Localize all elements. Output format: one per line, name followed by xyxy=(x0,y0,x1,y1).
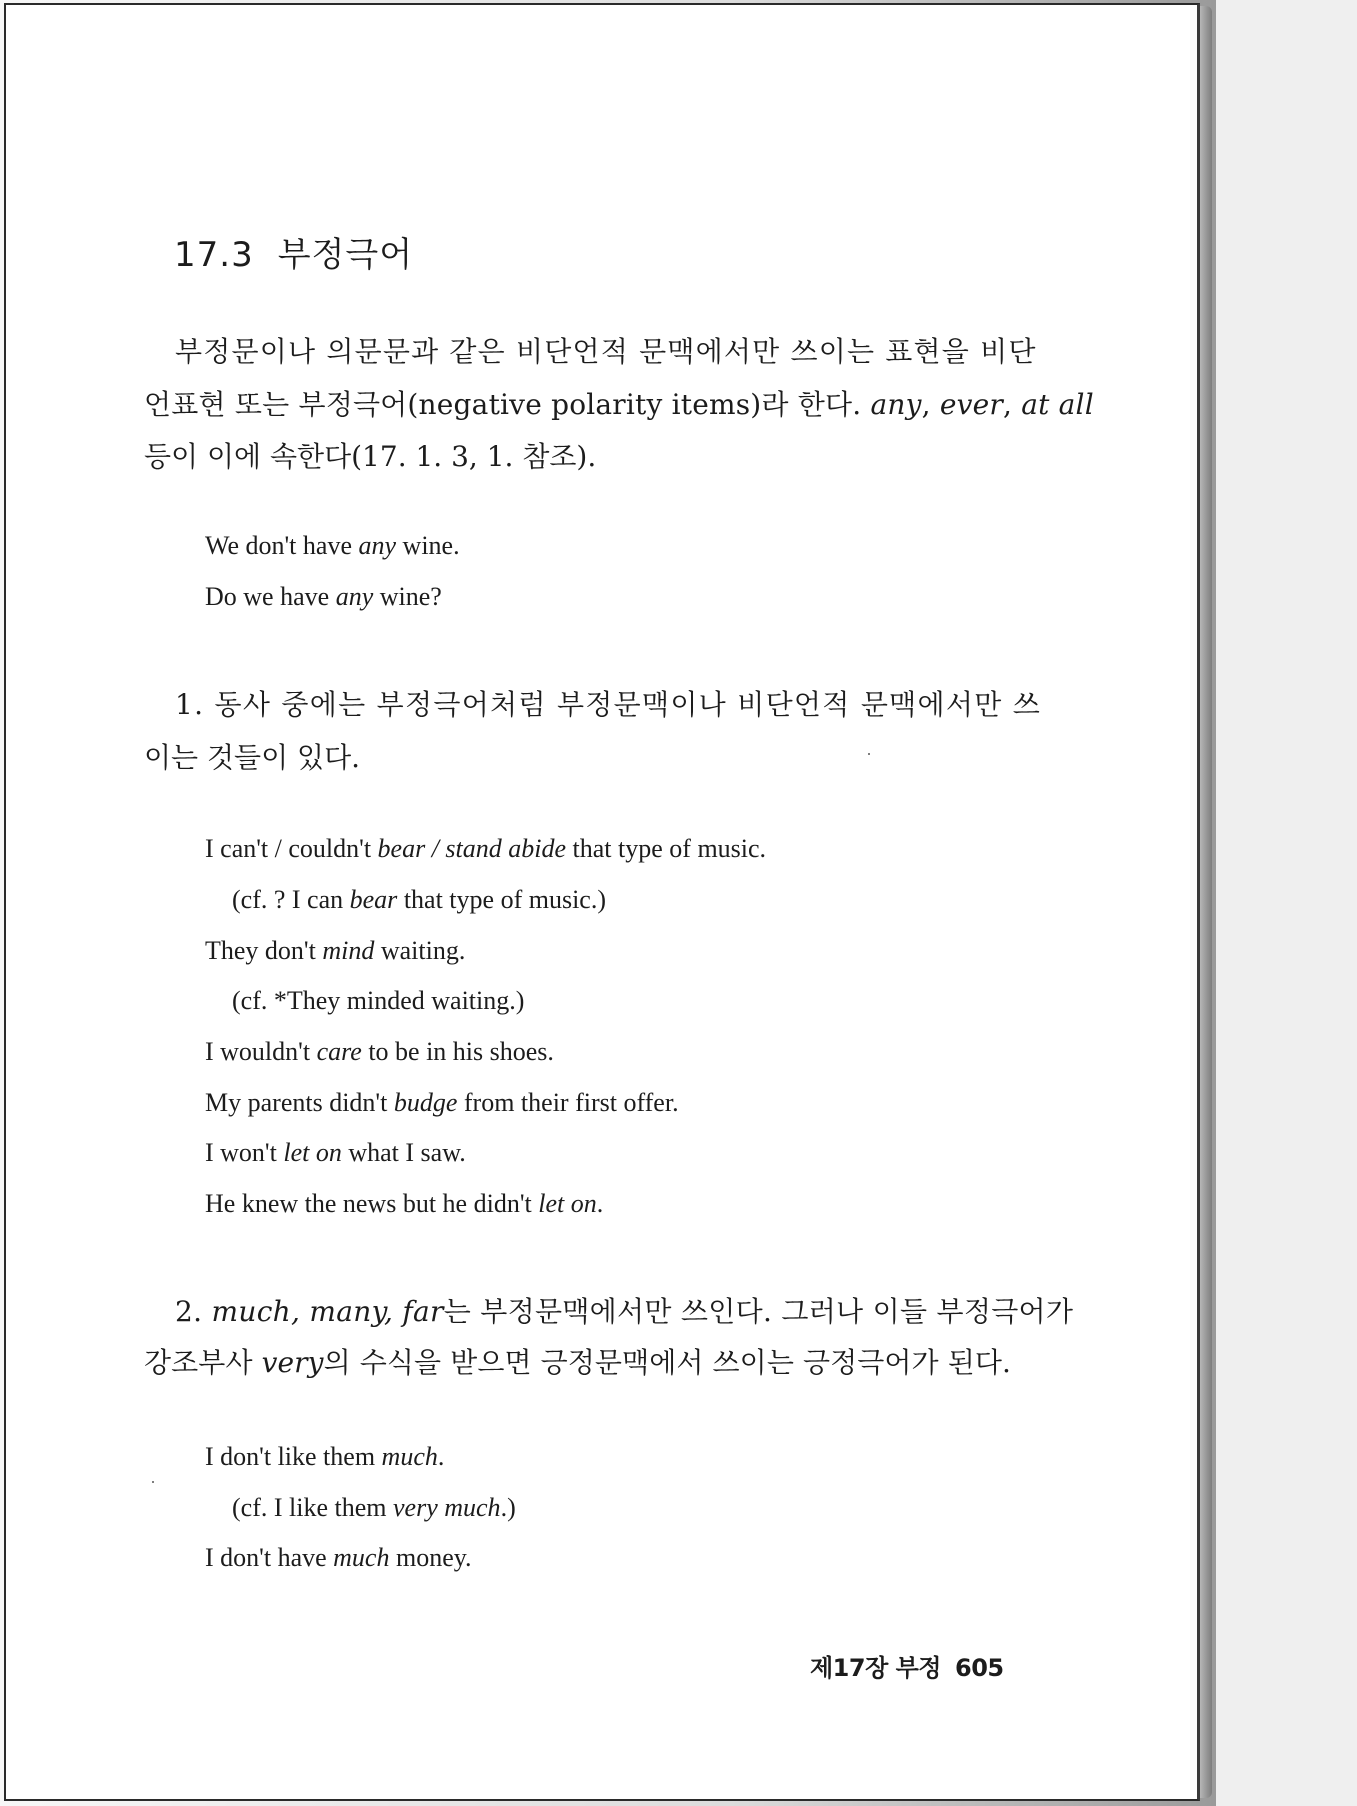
chapter-label: 제17장 부정 xyxy=(810,1654,941,1682)
example-comparison: (cf. I like them very much.) xyxy=(232,1493,516,1522)
example-sentence: I don't like them much. xyxy=(205,1442,445,1471)
scan-speck xyxy=(152,1481,154,1483)
section-heading xyxy=(174,227,413,276)
intro-line-3: 등이 이에 속한다(17. 1. 3, 1. 참조). xyxy=(144,440,597,473)
page-footer xyxy=(810,1648,1004,1683)
point-2-line-2: 강조부사 very의 수식을 받으면 긍정문맥에서 쓰이는 긍정극어가 된다. xyxy=(144,1346,1012,1379)
example-sentence: I won't let on what I saw. xyxy=(205,1138,466,1167)
intro-line-1: 부정문이나 의문문과 같은 비단언적 문맥에서만 쓰이는 표현을 비단 xyxy=(175,335,1037,368)
point-2-line-1: 2. much, many, far는 부정문맥에서만 쓰인다. 그러나 이들 부정극어가 xyxy=(175,1295,1074,1328)
section-number: 17.3 xyxy=(174,235,254,275)
page-number: 605 xyxy=(955,1654,1004,1682)
example-comparison: (cf. ? I can bear that type of music.) xyxy=(232,885,606,914)
example-sentence: They don't mind waiting. xyxy=(205,936,466,965)
example-sentence: He knew the news but he didn't let on. xyxy=(205,1189,604,1218)
intro-line-2: 언표현 또는 부정극어(negative polarity items)라 한다. any, ever, at all xyxy=(144,388,1094,421)
example-sentence: I can't / couldn't bear / stand abide that type of music. xyxy=(205,834,767,863)
example-sentence: I wouldn't care to be in his shoes. xyxy=(205,1037,554,1066)
example-sentence: Do we have any wine? xyxy=(205,582,442,611)
point-1-line-1: 1. 동사 중에는 부정극어처럼 부정문맥이나 비단언적 문맥에서만 쓰 xyxy=(175,688,1042,721)
example-sentence: My parents didn't budge from their first offer. xyxy=(205,1088,679,1117)
example-comparison: (cf. *They minded waiting.) xyxy=(232,986,525,1015)
point-1-line-2: 이는 것들이 있다. xyxy=(144,741,361,774)
example-sentence: We don't have any wine. xyxy=(205,531,460,560)
book-page xyxy=(4,3,1200,1801)
example-sentence: I don't have much money. xyxy=(205,1543,472,1572)
scan-speck xyxy=(868,753,870,755)
section-title: 부정극어 xyxy=(277,235,414,275)
